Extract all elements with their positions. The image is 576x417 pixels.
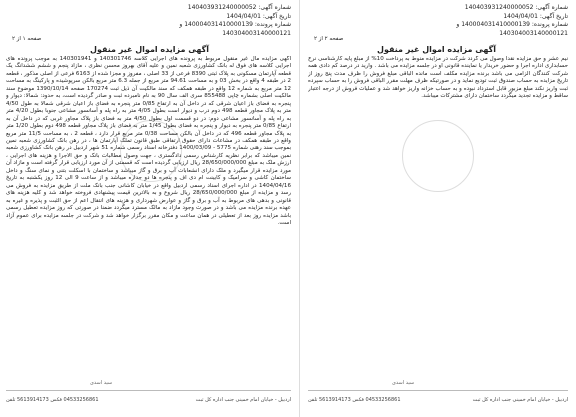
page-number: صفحه ۲ از ۲ <box>314 36 344 42</box>
stamp-watermark <box>120 120 182 182</box>
header-block <box>456 4 568 38</box>
footer-divider <box>6 390 291 391</box>
document-page-2 <box>302 0 576 417</box>
header-line: شماره آگهی: 140403931240000052 <box>187 4 291 11</box>
page-title: آگهی مزایده اموال غیر منقول <box>90 45 209 54</box>
signature-name: سید اسدی <box>90 380 113 386</box>
header-line: تاریخ آگهی: 1404/04/01 <box>226 12 291 20</box>
header-line: 140304003140000121 <box>222 29 291 37</box>
header-line: 140304003140000121 <box>499 29 568 37</box>
page-title: آگهی مزایده اموال غیر منقول <box>377 45 496 54</box>
header-line: تاریخ آگهی: 1404/04/01 <box>503 12 568 20</box>
footer-address: اردبیل - خیابان امام خمینی جنب اداره کل ثبت <box>472 397 568 403</box>
stamp-watermark <box>402 120 474 192</box>
header-line: شماره پرونده: 140004031410000139 و <box>456 21 568 28</box>
footer-divider <box>308 390 568 391</box>
body-text: نیم عشر و حق مزایده نقدا وصول می گردد شرکت در مزایده منوط به پرداخت 10% از مبلغ پایه کارشناسی نرخ حسابداری اداره اجرا و حضور خریدار یا نماینده قانونی او در جلسه مزایده می باشد . وارید در درصد کم دادی همه شرکت کنندگان الزامی می باشد برنده مزایده مکلف است مانده الباقی مبلغ فروش را ظرف مدت پنج روز از تاریخ مزایده به حساب صندوق ثبت تودیع نماید و در صورتیکه ظرف مهلت مقرر الباقی فروش را به حساب سپرده ثبت واریز نکند مبلغ مزبور قابل استرداد نبوده و به حساب خزانه واریز خواهد شد و عملیات فروش از درجه اعتبار ساقط و مزایده تجدید میگردد ساختمان دارای مشترکات میباشد. <box>308 56 568 100</box>
page-number: صفحه ۱ از ۲ <box>12 36 42 42</box>
signature-name: سید اسدی <box>392 380 415 386</box>
header-line: شماره پرونده: 140004031410000139 و <box>179 21 291 28</box>
header-block <box>179 4 291 38</box>
footer-phone: 04533256861 فکس 5613914173 تلفن <box>6 397 99 403</box>
footer-address: اردبیل - خیابان امام خمینی جنب اداره کل ثبت <box>195 397 291 403</box>
footer-phone: 04533256861 فکس 5613914173 تلفن <box>308 397 401 403</box>
body-text: آگهی مزایده مال غیر منقول مربوط به پرونده های اجرایی کلاسه 140301746 و 140301941 به موجب پرونده های اجرایی کلاسه های فوق له بانک کشاورزی شعبه نمین و علیه آقای بهروز محسن نظری ، مازاد پنجم و ششم ششدانگ یک قطعه آپارتمان مسکونی به پلاک ثبتی 8390 فرعی از 33 اصلی ، مفروز و مجزا شده از 6163 فرعی از اصلی مذکور ، قطعه 2 در طبقه 4 واقع در بخش 03 و به مساحت 94.61 متر مربع از جمله 6.3 متر مربع بالکن سرپوشیده و پارکینگ به مساحت 12 متر مربع به شماره 12 واقع در طبقه همکف که سند مالکیت آن ذیل ثبت 170274 صفحه 1390/10/14 موضوع سند مالکیت اصلی بشماره چاپی 855488 سری الف سال 90 به نام نامبرده ثبت و صادر گردیده است، به حدود: شمالا: دیوار و پنجره به فضای باز اعیان شرقی که در داخل آن به ارتفاع 0/85 متر پنجره به فضای باز اعیان شرقی شمالا به طول 4/50 متر به پلاک مجاور قطعه 498 دوم درب و دیوار است بطول 4/05 متر به راه پله و آسانسور مشاعی جنوبا بطول 4/20 متر به راه پله و آسانسور مشاعی دوم: در دو قسمت اول بطول 4/50 متر به فضای باز پلاک مجاور غربی که در داخل آن به ارتفاع 0/85 متر پنجره به دیوار و پنجره به فضای بطول 1/45 متر به فضای باز پلاک مجاور قطعه 498 دوم بطول 1/20 متر به پلاک مجاور قطعه 496 که در داخل آن بالکن مساحت 0/38 متر مربع قرار دارد ، قطعه 2 ، به مساحت 11/5 متر مربع واقع در طبقه همکف در مشاعات دارای حقوق ارتفاقی طبق قانون تملک آپارتمان ها ، در رهن بانک کشاورزی شعبه نمین بموجب سند رهنی شماره 5775 - 1400/03/09 دفترخانه اسناد رسمی شماره 51 شهر اردبیل در رهن بانک کشاورزی شعبه نمین میباشد که برابر نظریه کارشناس رسمی دادگستری ، جهت وصول مطالبات بانک و حق الاجرا و هزینه های اجرایی ، ارزش ملک به مبلغ 28/650/000/000 ریال ارزیابی گردیده است که قسمتی از آن مورد ارزیابی قرار گرفته است و مازاد آن مورد مزایده قرار میگیرد و ملک دارای انشعابات آب و برق و گاز میباشد و ساختمان با اسکلت بتنی و نمای سنگ و داخل ساختمان کاشی و سرامیک و کابینت ام دی اف و پنجره ها دو جداره میباشد و از ساعت 9 الی 12 روز یکشنبه به تاریخ 1404/04/16 در اداره اجرای اسناد رسمی اردبیل واقع در خیابان کاشانی جنب بانک ملت از طریق مزایده به فروش می رسد و مزایده از مبلغ 28/650/000/000 ریال شروع و به بالاترین قیمت پیشنهادی فروخته خواهد شد و کلیه هزینه های قانونی و بدهی های مربوط به آب و برق و گاز و عوارض شهرداری و هزینه های انتقال اعم از حق الثبت و پذیره و غیره به عهده برنده مزایده می باشد و در صورت وجود مازاد به مالک مسترد میگردد ضمنا در صورتی که روز مزایده تعطیل رسمی باشد مزایده روز بعد از تعطیلی در همان ساعت و مکان مقرر برگزار خواهد شد و شرکت در جلسه مزایده برای عموم آزاد است. <box>6 56 291 226</box>
header-line: شماره آگهی: 140403931240000052 <box>464 4 568 11</box>
